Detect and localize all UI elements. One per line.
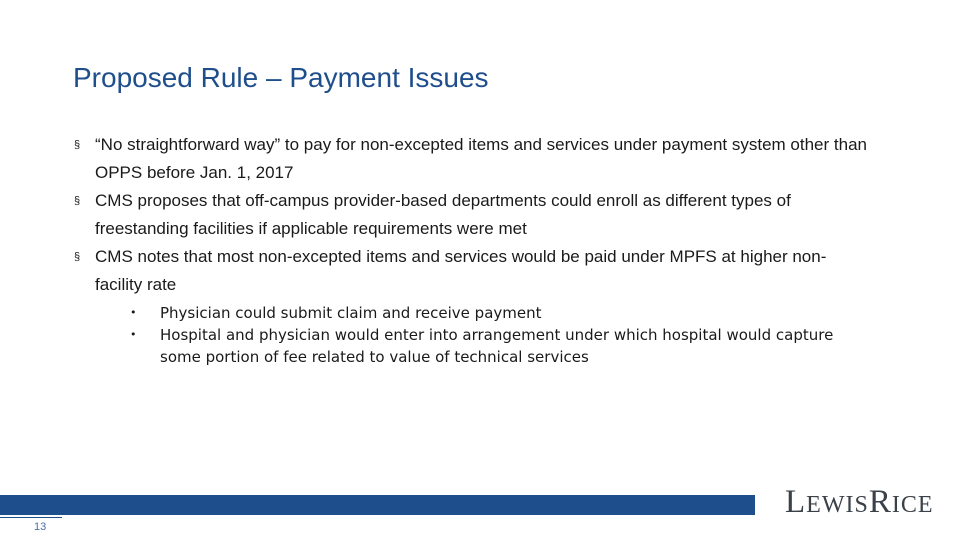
lewis-rice-logo: LEWISRICE — [785, 484, 934, 520]
sub-bullet-text: Physician could submit claim and receive payment — [160, 304, 542, 322]
dot-bullet-icon: • — [130, 306, 137, 319]
bullet-text: “No straightforward way” to pay for non-excepted items and services under payment system other than OPPS before Jan. 1, 2017 — [95, 135, 867, 182]
bullet-item — [72, 187, 872, 243]
sub-bullet-list — [95, 302, 872, 368]
dot-bullet-icon: • — [130, 328, 137, 341]
sub-bullet-item — [95, 324, 872, 368]
sub-bullet-item — [95, 302, 872, 324]
square-bullet-icon: § — [74, 251, 81, 263]
bullet-item — [72, 243, 872, 368]
bullet-list — [72, 131, 872, 368]
square-bullet-icon: § — [74, 195, 81, 207]
footer-bar — [0, 495, 755, 515]
slide-title: Proposed Rule – Payment Issues — [73, 62, 489, 93]
sub-bullet-text: Hospital and physician would enter into arrangement under which hospital would capture some portion of fee related to value of technical services — [160, 326, 834, 366]
bullet-text: CMS proposes that off-campus provider-based departments could enroll as different types of freestanding facilities if applicable requirements were met — [95, 191, 791, 238]
bullet-item — [72, 131, 872, 187]
footer-divider — [0, 517, 62, 518]
square-bullet-icon: § — [74, 139, 81, 151]
page-number: 13 — [34, 521, 47, 533]
bullet-text: CMS notes that most non-excepted items and services would be paid under MPFS at higher non-facility rate — [95, 247, 827, 294]
